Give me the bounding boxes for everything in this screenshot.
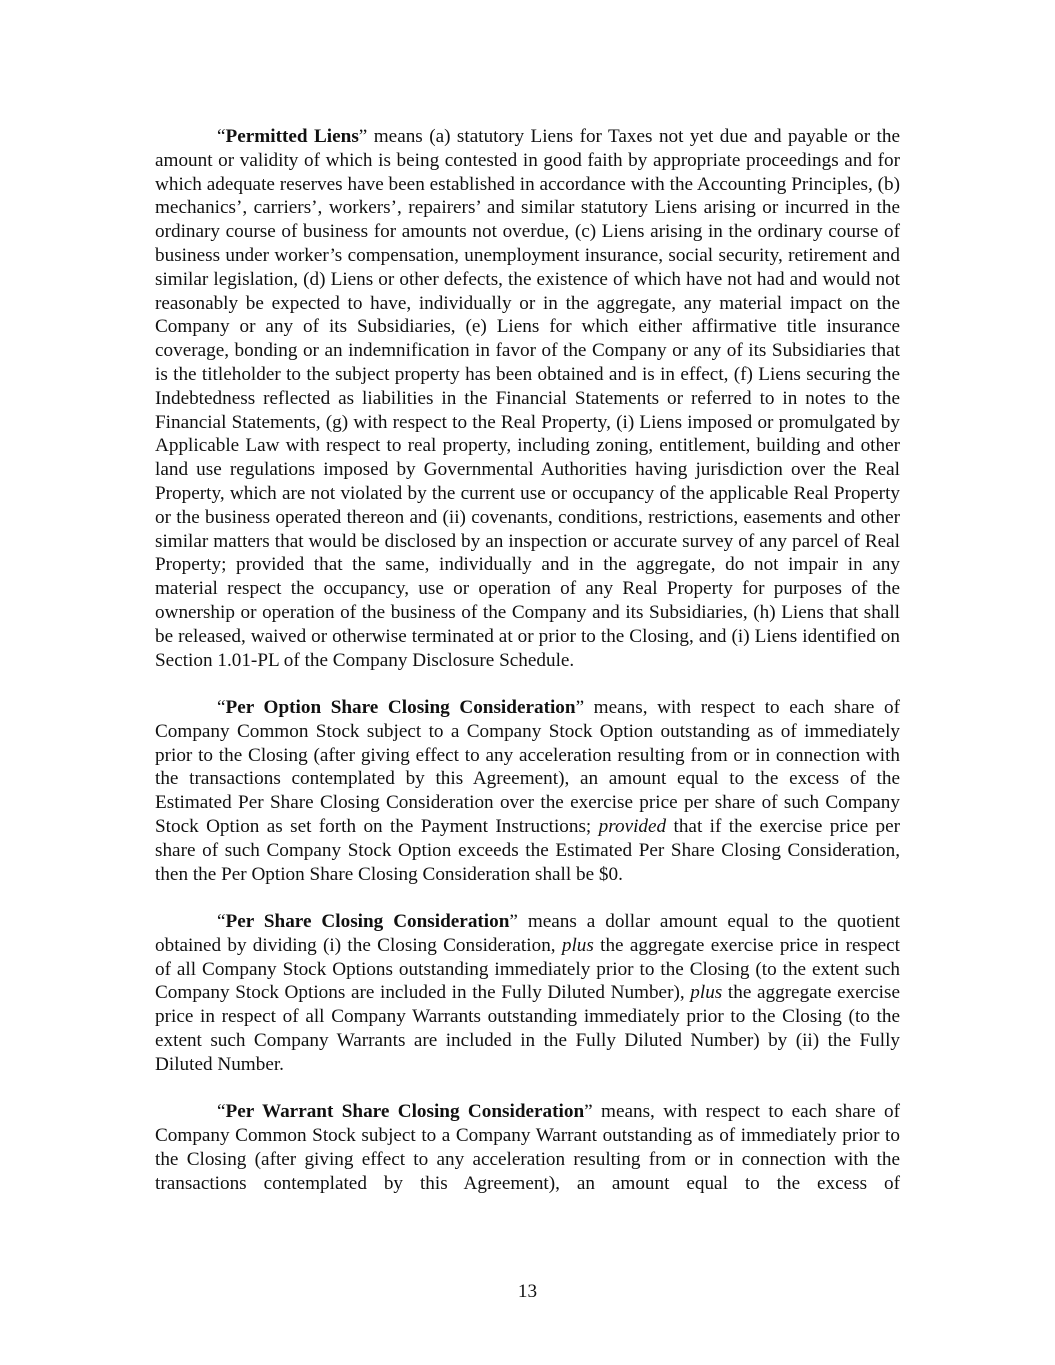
document-body [155,125,900,1196]
italic-term-plus: plus [690,982,723,1004]
italic-term-provided: provided [598,816,667,837]
definition-text: the aggregate exercise price in respect of all Company Warrants outstanding immediately prior to the Closing (to the extent such Company Warrants are included in the Fully Diluted Number) by (ii) the Fully Diluted Number. [155,982,900,1075]
italic-term-plus: plus [561,934,594,956]
defined-term: Per Option Share Closing Consideration [225,697,576,719]
definition-text: ” means, with respect to each share of Company Common Stock subject to a Company Stock Option outstanding as of immediately prior to the Closing (after giving effect to any acceleration resulting from or in connection with the transactions contemplated by this Agreement), an amount equal to the excess of the Estimated Per Share Closing Consideration over the exercise price per share of such Company Stock Option as set forth on the Payment Instructions; [155,697,901,837]
page-number: 13 [517,1281,538,1302]
definition-text: ” means a dollar amount equal to the quotient obtained by dividing (i) the Closing Consideration, [155,911,900,956]
definition-text: ” means (a) statutory Liens for Taxes not yet due and payable or the amount or validity of which is being contested in good faith by appropriate proceedings and for which adequate reserves have been established in accordance with the Accounting Principles, (b) mechanics’, carriers’, workers’, repairers’ and similar statutory Liens arising or incurred in the ordinary course of business for amounts not overdue, (c) Liens arising in the ordinary course of business under worker’s compensation, unemployment insurance, social security, retirement and similar legislation, (d) Liens or other defects, the existence of which have not had and would not reasonably be expected to have, individually or in the aggregate, any material impact on the Company or any of its Subsidiaries, (e) Liens for which either affirmative title insurance coverage, bonding or an indemnification in favor of the Company or any of its Subsidiaries that is the titleholder to the subject property has been obtained and is in effect, (f) Liens securing the Indebtedness reflected as liabilities in the Financial Statements or referred to in notes to the Financial Statements, (g) with respect to the Real Property, (i) Liens imposed or promulgated by Applicable Law with respect to real property, including zoning, entitlement, building and other land use regulations imposed by Governmental Authorities having jurisdiction over the Real Property, which are not violated by the current use or occupancy of the applicable Real Property or the business operated thereon and (ii) covenants, conditions, restrictions, easements and other similar matters that would be disclosed by an inspection or accurate survey of any parcel of Real Property; provided that the same, individually and in the aggregate, do not impair in any material respect the occupancy, use or operation of any Real Property for purposes of the ownership or operation of the business of the Company and its Subsidiaries, (h) Liens that shall be released, waived or otherwise terminated at or prior to the Closing, and (i) Liens identified on Section 1.01-PL of the Company Disclosure Schedule. [155,126,900,671]
open-quote: “ [217,126,226,147]
defined-term: Permitted Liens [225,126,359,147]
open-quote: “ [217,1101,226,1123]
defined-term: Per Share Closing Consideration [225,911,510,933]
definition-text: ” means, with respect to each share of Company Common Stock subject to a Company Warrant outstanding as of immediately prior to the Closing (after giving effect to any acceleration resulting from or in connection with the transactions contemplated by this Agreement), an amount equal to the excess of [155,1101,901,1194]
definition-text: that if the exercise price per share of such Company Stock Option exceeds the Estimated Per Share Closing Consideration, then the Per Option Share Closing Consideration shall be $0. [155,816,900,885]
defined-term: Per Warrant Share Closing Consideration [225,1101,585,1123]
definition-paragraph-per-option-share [155,696,900,886]
definition-text: the aggregate exercise price in respect of all Company Stock Options outstanding immediately prior to the Closing (to the extent such Company Stock Options are included in the Fully Diluted Number), [155,934,900,1004]
definition-paragraph-per-share [155,910,900,1077]
open-quote: “ [217,697,226,719]
definition-paragraph-permitted-liens [155,125,900,672]
definition-paragraph-per-warrant-share [155,1100,900,1195]
open-quote: “ [217,911,226,933]
